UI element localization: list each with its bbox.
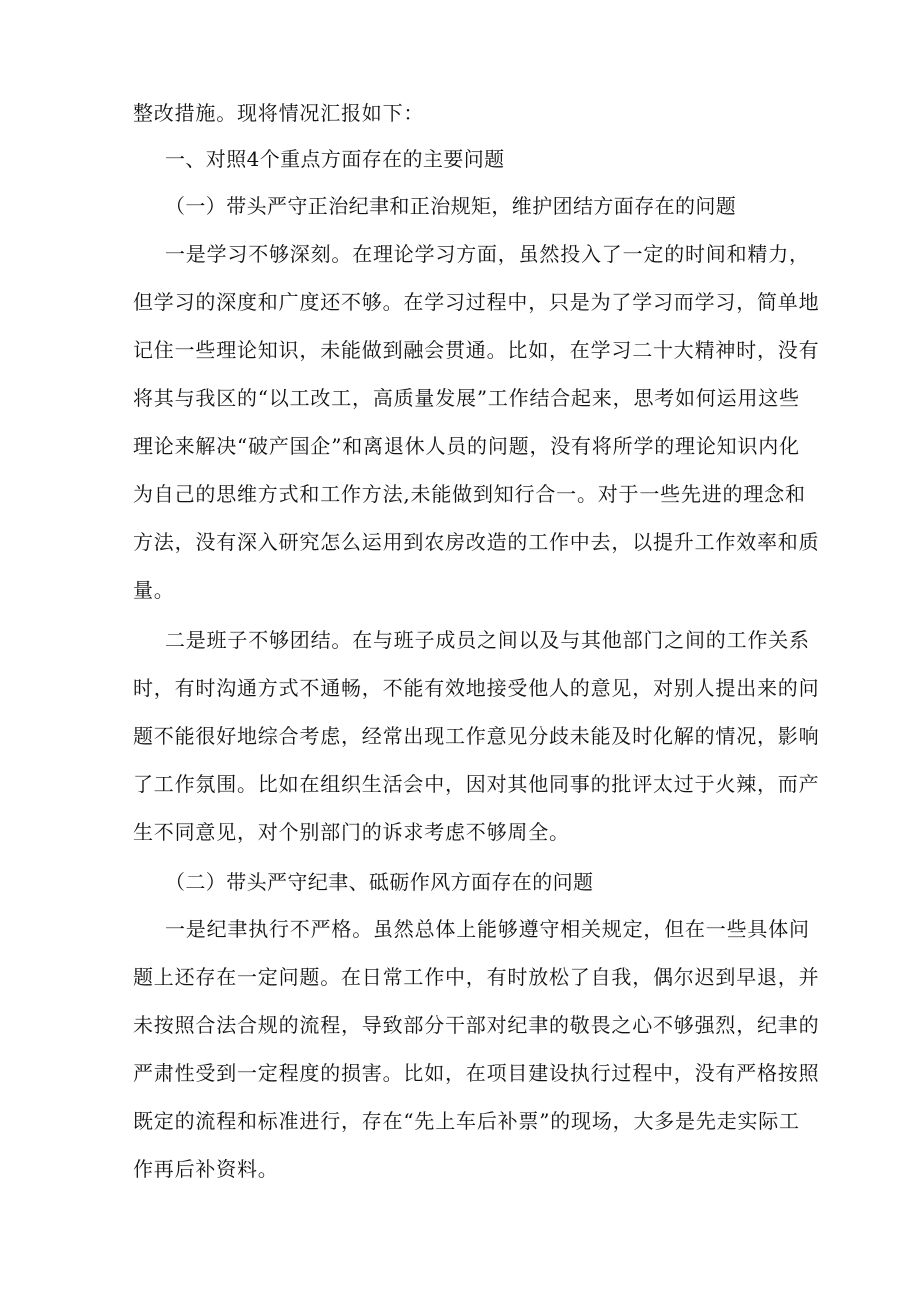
text-line: 记住一些理论知识，未能做到融会贯通。比如，在学习二十大精神时，没有 <box>133 338 820 362</box>
text-line: 题不能很好地综合考虑，经常出现工作意见分歧未能及时化解的情况，影响 <box>133 724 820 748</box>
text-line: 未按照合法合规的流程，导致部分干部对纪聿的敬畏之心不够强烈，纪聿的 <box>133 1013 820 1037</box>
text-line: 严肃性受到一定程度的损害。比如，在项目建设执行过程中，没有严格按照 <box>133 1061 820 1085</box>
text-line: 理论来解决“破产国企”和离退休人员的问题，没有将所学的理论知识内化 <box>133 434 800 458</box>
text-line: 时，有时沟通方式不通畅，不能有效地接受他人的意见，对别人提出来的问 <box>133 676 820 700</box>
text-line: 了工作氛围。比如在组织生活会中，因对其他同事的批评太过于火辣，而产 <box>133 772 820 796</box>
text-line: 作再后补资料。 <box>133 1157 279 1181</box>
text-line: 但学习的深度和广度还不够。在学习过程中，只是为了学习而学习，简单地 <box>133 290 820 314</box>
text-line: 量。 <box>133 578 175 602</box>
text-line: 题上还存在一定问题。在日常工作中，有时放松了自我，偶尔迟到早退，并 <box>133 965 820 989</box>
text-line: 生不同意见，对个别部门的诉求考虑不够周全。 <box>133 820 570 844</box>
text-line: 整改措施。现将情况汇报如下： <box>133 101 425 125</box>
subsection-heading: （二）带头严守纪聿、砥砺作风方面存在的问题 <box>165 870 594 894</box>
text-line: 将其与我区的“以工改工，高质量发展”工作结合起来，思考如何运用这些 <box>133 386 800 410</box>
text-line: 既定的流程和标准进行，存在“先上车后补票”的现场，大多是先走实际工 <box>133 1109 800 1133</box>
text-line: 为自己的思维方式和工作方法,未能做到知行合一。对于一些先进的理念和 <box>133 482 806 506</box>
section-heading: 一、对照4个重点方面存在的主要问题 <box>165 147 505 171</box>
text-line: 一是学习不够深刻。在理论学习方面，虽然投入了一定的时间和精力， <box>165 242 810 266</box>
text-line: 一是纪聿执行不严格。虽然总体上能够遵守相关规定，但在一些具体问 <box>165 917 810 941</box>
text-line: 方法，没有深入研究怎么运用到农房改造的工作中去，以提升工作效率和质 <box>133 530 820 554</box>
text-line: 二是班子不够团结。在与班子成员之间以及与其他部门之间的工作关系 <box>165 628 810 652</box>
subsection-heading: （一）带头严守正治纪聿和正治规矩，维护团结方面存在的问题 <box>165 194 737 218</box>
